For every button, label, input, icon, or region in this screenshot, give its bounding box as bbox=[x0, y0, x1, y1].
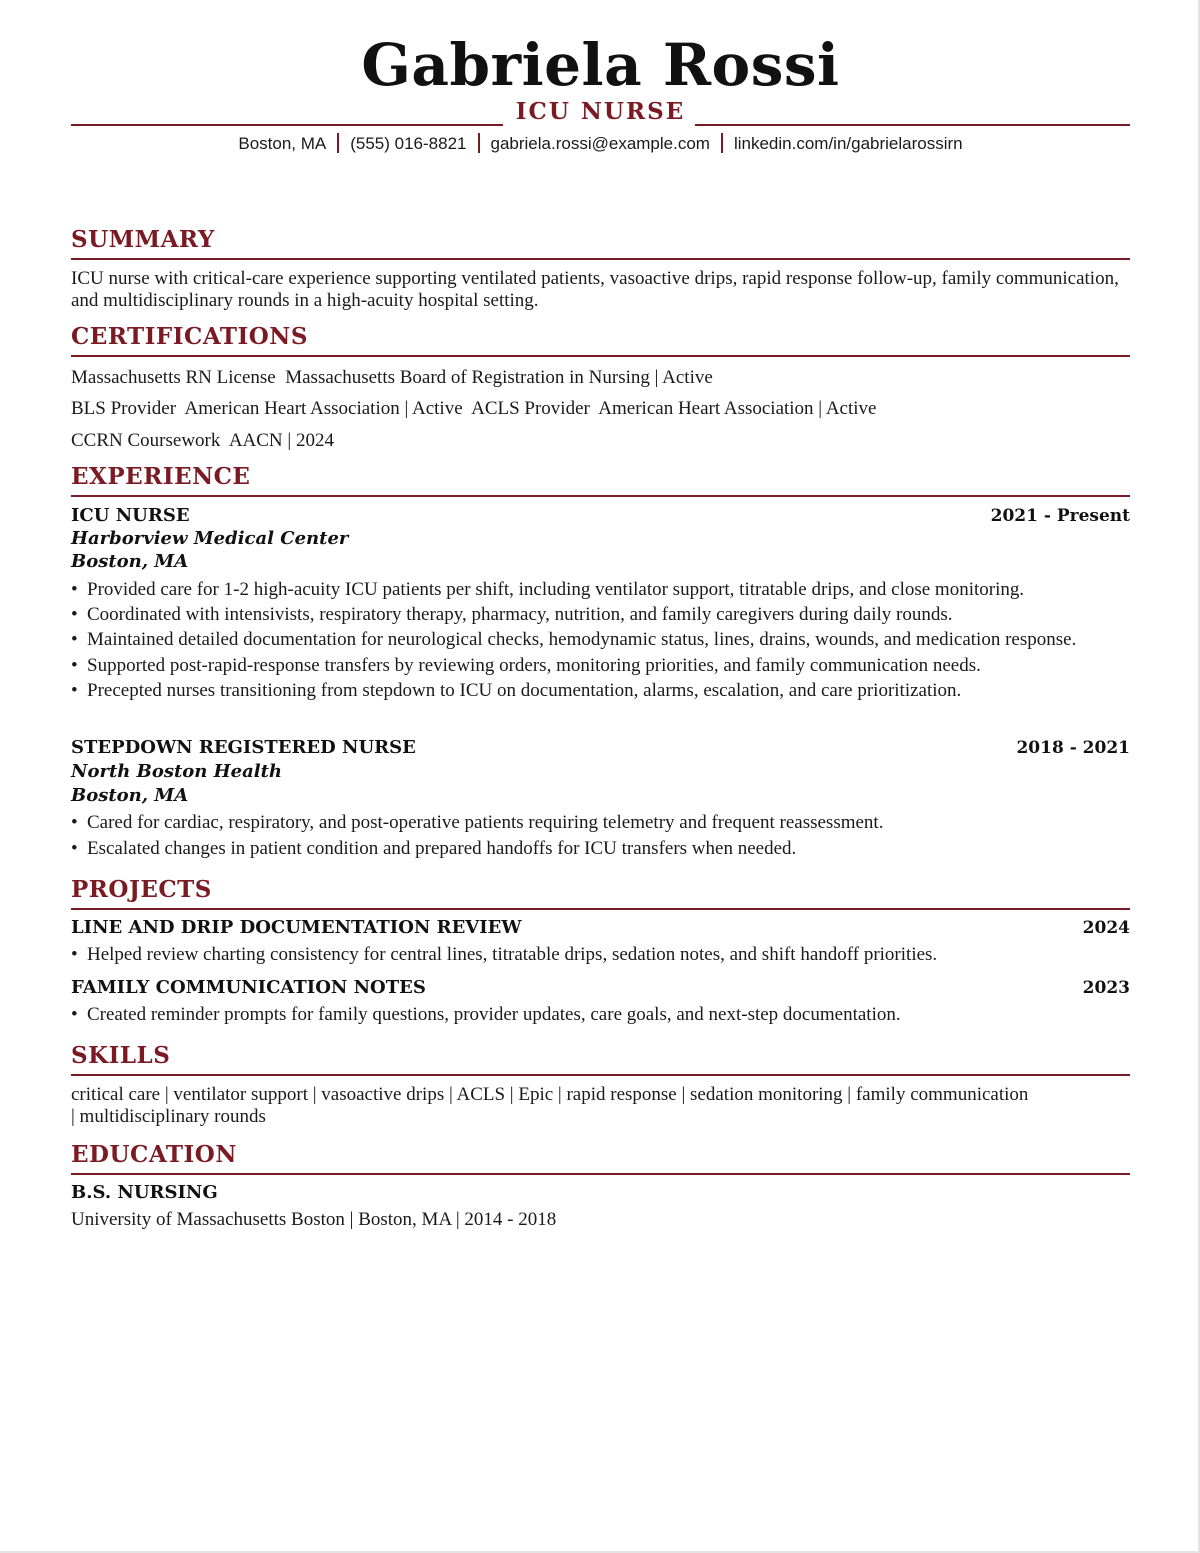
list-item: • Maintained detailed documentation for neurological checks, hemodynamic status, lines, drains, wounds, and medication response. bbox=[71, 629, 1130, 651]
list-item: • Helped review charting consistency for central lines, titratable drips, sedation notes, and shift handoff priorities. bbox=[71, 944, 1130, 966]
project-title: LINE AND DRIP DOCUMENTATION REVIEW bbox=[71, 917, 522, 938]
section-heading-summary bbox=[71, 225, 1130, 255]
section-rule bbox=[71, 258, 1130, 260]
certification-line: Massachusetts RN License Massachusetts Board of Registration in Nursing | Active bbox=[71, 367, 713, 388]
section-rule bbox=[71, 1074, 1130, 1076]
contact-location: Boston, MA bbox=[238, 134, 327, 153]
section-rule bbox=[71, 1173, 1130, 1175]
section-rule bbox=[71, 495, 1130, 497]
contact-linkedin[interactable]: linkedin.com/in/gabrielarossirn bbox=[733, 134, 963, 153]
contact-line bbox=[71, 133, 1130, 155]
contact-separator bbox=[721, 133, 723, 153]
contact-email[interactable]: gabriela.rossi@example.com bbox=[490, 134, 710, 153]
job-bullets bbox=[71, 579, 1130, 702]
section-heading-text: EDUCATION bbox=[71, 1141, 237, 1168]
job-title: STEPDOWN REGISTERED NURSE bbox=[71, 737, 416, 758]
contact-separator bbox=[478, 133, 480, 153]
job-bullets bbox=[71, 812, 1130, 860]
section-heading-text: PROJECTS bbox=[71, 876, 212, 903]
job-location: Boston, MA bbox=[71, 551, 189, 572]
project-year: 2023 bbox=[1082, 978, 1130, 998]
summary-text: ICU nurse with critical-care experience supporting ventilated patients, vasoactive drips, rapid response follow-up, family communication, and multidisciplinary rounds in a high-acuity hospital setting. bbox=[71, 268, 1119, 311]
project-bullets bbox=[71, 944, 1130, 966]
section-heading-skills bbox=[71, 1041, 1130, 1071]
list-item: • Escalated changes in patient condition and prepared handoffs for ICU transfers when needed. bbox=[71, 838, 1130, 860]
list-item: • Provided care for 1-2 high-acuity ICU patients per shift, including ventilator support, titratable drips, and close monitoring. bbox=[71, 579, 1130, 601]
section-heading-text: CERTIFICATIONS bbox=[71, 323, 308, 350]
section-heading-text: SKILLS bbox=[71, 1042, 171, 1069]
job-organization: North Boston Health bbox=[71, 761, 282, 782]
list-item: • Cared for cardiac, respiratory, and post-operative patients requiring telemetry and frequent reassessment. bbox=[71, 812, 1130, 834]
section-heading-education bbox=[71, 1140, 1130, 1170]
candidate-name: Gabriela Rossi bbox=[361, 31, 840, 99]
list-item: • Created reminder prompts for family questions, provider updates, care goals, and next-step documentation. bbox=[71, 1004, 1130, 1026]
list-item: • Precepted nurses transitioning from stepdown to ICU on documentation, alarms, escalation, and care prioritization. bbox=[71, 680, 1130, 702]
job-dates: 2021 - Present bbox=[990, 506, 1130, 526]
section-heading-text: EXPERIENCE bbox=[71, 463, 251, 490]
certification-line: BLS Provider American Heart Association | Active ACLS Provider American Heart Association | Active bbox=[71, 398, 877, 419]
job-organization: Harborview Medical Center bbox=[71, 528, 349, 549]
section-heading-projects bbox=[71, 875, 1130, 905]
project-title: FAMILY COMMUNICATION NOTES bbox=[71, 977, 426, 998]
section-rule bbox=[71, 355, 1130, 357]
contact-phone[interactable]: (555) 016-8821 bbox=[350, 134, 467, 153]
list-item: • Coordinated with intensivists, respiratory therapy, pharmacy, nutrition, and family caregivers during daily rounds. bbox=[71, 604, 1130, 626]
role-rule-right bbox=[695, 124, 1130, 126]
certification-line: CCRN Coursework AACN | 2024 bbox=[71, 430, 334, 451]
education-degree: B.S. NURSING bbox=[71, 1182, 218, 1203]
job-title: ICU NURSE bbox=[71, 505, 190, 526]
section-heading-text: SUMMARY bbox=[71, 226, 215, 253]
job-location: Boston, MA bbox=[71, 785, 189, 806]
list-item: • Supported post-rapid-response transfers by reviewing orders, monitoring priorities, and family communication needs. bbox=[71, 655, 1130, 677]
project-year: 2024 bbox=[1082, 918, 1130, 938]
project-bullets bbox=[71, 1004, 1130, 1026]
role-title: ICU NURSE bbox=[515, 98, 686, 125]
section-rule bbox=[71, 908, 1130, 910]
education-details: University of Massachusetts Boston | Boston, MA | 2014 - 2018 bbox=[71, 1209, 557, 1230]
contact-separator bbox=[337, 133, 339, 153]
section-heading-experience bbox=[71, 462, 1130, 492]
skills-text: critical care | ventilator support | vasoactive drips | ACLS | Epic | rapid response | sedation monitoring | family communication | multidisciplinary rounds bbox=[71, 1084, 1029, 1127]
section-heading-certifications bbox=[71, 322, 1130, 352]
job-dates: 2018 - 2021 bbox=[1016, 738, 1130, 758]
role-row bbox=[71, 98, 1130, 128]
